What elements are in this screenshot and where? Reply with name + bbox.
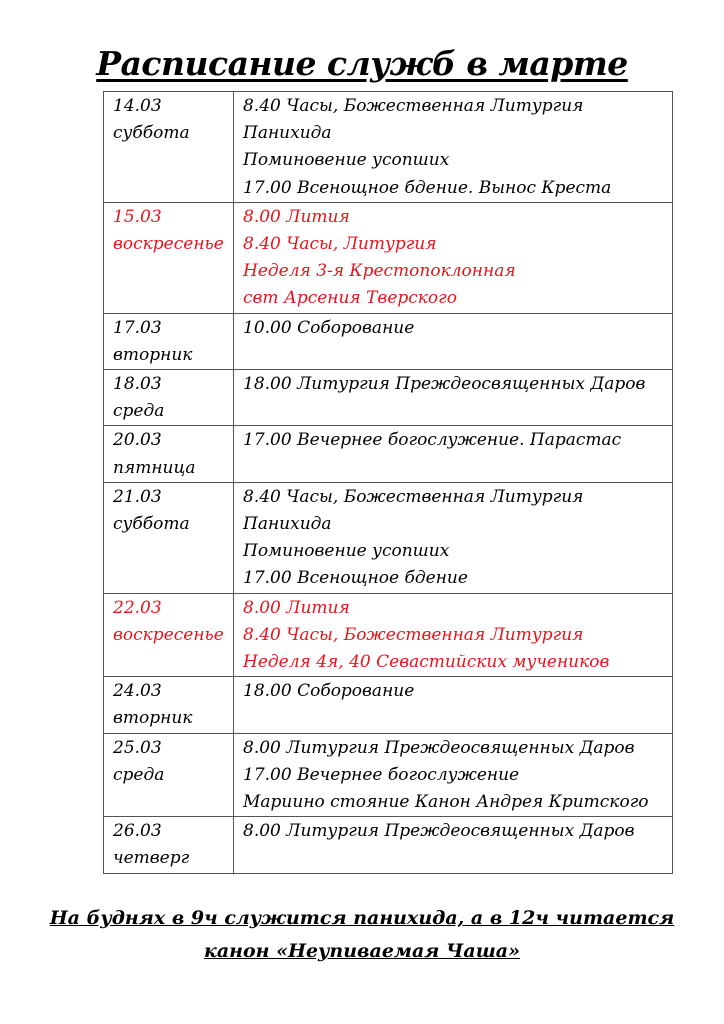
schedule-row [104, 370, 673, 426]
date-cell [104, 817, 234, 873]
service-line: 17.00 Вечернее богослужение [243, 764, 520, 785]
date-cell [104, 92, 234, 203]
weekday: суббота [113, 514, 190, 535]
service-line: Неделя 4я, 40 Севастийских мучеников [243, 652, 610, 673]
schedule-row [104, 593, 673, 677]
date-cell [104, 677, 234, 733]
service-line: 10.00 Соборование [243, 317, 415, 338]
schedule-row [104, 733, 673, 817]
date: 26.03 [113, 821, 162, 842]
weekday: вторник [113, 708, 193, 729]
schedule-row [104, 482, 673, 593]
date: 14.03 [113, 96, 162, 116]
service-line: 17.00 Вечернее богослужение. Парастас [243, 430, 622, 451]
services-cell [234, 817, 673, 873]
service-line: 8.00 Литургия Преждеосвященных Даров [243, 737, 635, 758]
service-line: Поминовение усопших [243, 541, 450, 562]
footer-line-2: канон «Неупиваемая Чаша» [203, 940, 520, 962]
date: 17.03 [113, 317, 162, 338]
service-line: 8.40 Часы, Литургия [243, 234, 437, 255]
services-cell [234, 426, 673, 482]
weekday: среда [113, 401, 165, 422]
date: 18.03 [113, 374, 162, 395]
weekday: четверг [113, 848, 190, 869]
schedule-row [104, 817, 673, 873]
page-title: Расписание служб в марте [96, 44, 628, 83]
date-cell [104, 482, 234, 593]
date-cell [104, 593, 234, 677]
date: 25.03 [113, 737, 162, 758]
service-line: свт Арсения Тверского [243, 288, 457, 309]
services-cell [234, 593, 673, 677]
footer-line-1: На буднях в 9ч служится панихида, а в 12ч читается [49, 907, 675, 929]
service-line: 8.40 Часы, Божественная Литургия [243, 624, 584, 645]
date: 24.03 [113, 681, 162, 702]
service-line: Поминовение усопших [243, 150, 450, 171]
date-cell [104, 426, 234, 482]
schedule-body [104, 92, 673, 874]
services-cell [234, 92, 673, 203]
weekday: воскресенье [113, 234, 224, 255]
weekday: вторник [113, 344, 193, 365]
service-line: Мариино стояние Канон Андрея Критского [243, 792, 649, 813]
service-line: 8.00 Литургия Преждеосвященных Даров [243, 821, 635, 842]
date-cell [104, 202, 234, 313]
weekday: воскресенье [113, 624, 224, 645]
weekday: пятница [113, 457, 196, 478]
footer-note [0, 902, 724, 968]
date-cell [104, 370, 234, 426]
services-cell [234, 733, 673, 817]
schedule-row [104, 426, 673, 482]
service-line: 8.40 Часы, Божественная Литургия [243, 486, 584, 507]
service-line: Неделя 3-я Крестопоклонная [243, 261, 516, 282]
date: 22.03 [113, 597, 162, 618]
schedule-row [104, 313, 673, 369]
schedule-row [104, 677, 673, 733]
services-cell [234, 202, 673, 313]
weekday: суббота [113, 123, 190, 144]
date-cell [104, 313, 234, 369]
date: 20.03 [113, 430, 162, 451]
service-line: Панихида [243, 123, 332, 144]
services-cell [234, 370, 673, 426]
services-cell [234, 677, 673, 733]
service-line: Панихида [243, 514, 332, 535]
date: 15.03 [113, 206, 162, 227]
date-cell [104, 733, 234, 817]
date: 21.03 [113, 486, 162, 507]
schedule-row [104, 202, 673, 313]
service-line: 8.00 Лития [243, 206, 350, 227]
service-line: 18.00 Соборование [243, 681, 415, 702]
service-line: 8.40 Часы, Божественная Литургия [243, 96, 584, 116]
schedule-table [103, 91, 673, 874]
schedule-row [104, 92, 673, 203]
service-line: 8.00 Лития [243, 597, 350, 618]
service-line: 18.00 Литургия Преждеосвященных Даров [243, 374, 646, 395]
services-cell [234, 313, 673, 369]
weekday: среда [113, 764, 165, 785]
service-line: 17.00 Всенощное бдение. Вынос Креста [243, 177, 612, 198]
services-cell [234, 482, 673, 593]
service-line: 17.00 Всенощное бдение [243, 568, 468, 589]
